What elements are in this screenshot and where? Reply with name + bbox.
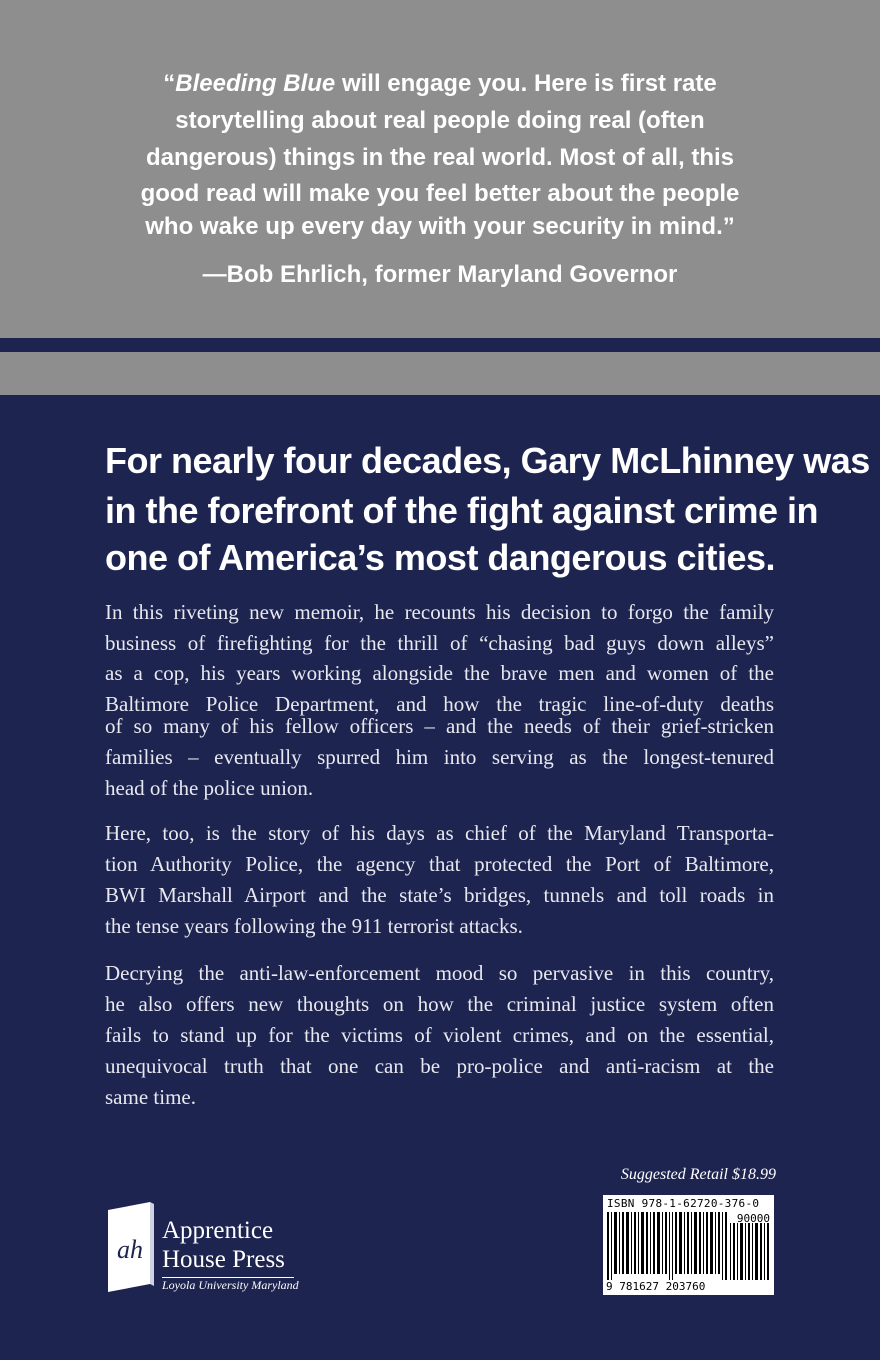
publisher-book-logo-icon xyxy=(104,1200,158,1294)
svg-text:ah: ah xyxy=(117,1235,143,1264)
quote-line-3: dangerous) things in the real world. Most of all, this xyxy=(145,144,735,171)
isbn-barcode xyxy=(603,1195,774,1295)
paragraph-line: as a cop, his years working alongside the brave men and women of the xyxy=(105,661,774,685)
suggested-retail-price: Suggested Retail $18.99 xyxy=(620,1166,776,1183)
paragraph-line: In this riveting new memoir, he recounts his decision to forgo the family xyxy=(105,600,774,624)
paragraph-line: head of the police union. xyxy=(105,776,314,800)
paragraph-line: fails to stand up for the victims of violent crimes, and on the essential, xyxy=(105,1023,774,1047)
paragraph-line: Decrying the anti-law-enforcement mood so pervasive in this country, xyxy=(105,961,774,985)
isbn-number: ISBN 978-1-62720-376-0 xyxy=(607,1197,760,1210)
paragraph-line: unequivocal truth that one can be pro-police and anti-racism at the xyxy=(105,1054,774,1078)
paragraph-line: same time. xyxy=(105,1085,196,1109)
price-code: 90000 xyxy=(736,1212,770,1225)
quote-line-4: good read will make you feel better about the people xyxy=(140,180,740,207)
quote-attribution: —Bob Ehrlich, former Maryland Governor xyxy=(202,261,678,288)
headline-line-2: in the forefront of the fight against crime in xyxy=(105,490,819,531)
paragraph-line: families – eventually spurred him into serving as the longest-tenured xyxy=(105,745,774,769)
paragraph-line: BWI Marshall Airport and the state’s bridges, tunnels and toll roads in xyxy=(105,883,774,907)
paragraph-line: of so many of his fellow officers – and the needs of their grief-stricken xyxy=(105,714,774,738)
paragraph-line: the tense years following the 911 terrorist attacks. xyxy=(105,914,523,938)
paragraph-line: business of firefighting for the thrill of “chasing bad guys down alleys” xyxy=(105,631,774,655)
publisher-name-line-1: Apprentice xyxy=(162,1217,274,1244)
quote-line-1: “Bleeding Blue will engage you. Here is first rate xyxy=(163,70,717,97)
navy-stripe xyxy=(0,338,880,352)
book-title-italic: Bleeding Blue xyxy=(175,70,336,97)
paragraph-line: Baltimore Police Department, and how the tragic line-of-duty deaths xyxy=(105,692,774,716)
paragraph-line: he also offers new thoughts on how the criminal justice system often xyxy=(105,992,774,1016)
gray-stripe xyxy=(0,352,880,395)
headline-line-1: For nearly four decades, Gary McLhinney was xyxy=(105,440,870,481)
publisher-name-line-2: House Press xyxy=(162,1246,285,1273)
headline-line-3: one of America’s most dangerous cities. xyxy=(105,537,776,578)
paragraph-line: Here, too, is the story of his days as chief of the Maryland Transporta- xyxy=(105,821,774,845)
barcode-digits: 9 781627 203760 xyxy=(606,1280,706,1293)
quote-line-2: storytelling about real people doing real (often xyxy=(175,107,705,134)
paragraph-line: tion Authority Police, the agency that protected the Port of Baltimore, xyxy=(105,852,774,876)
publisher-subtitle: Loyola University Maryland xyxy=(162,1278,299,1292)
quote-line-5: who wake up every day with your security in mind.” xyxy=(145,213,735,240)
